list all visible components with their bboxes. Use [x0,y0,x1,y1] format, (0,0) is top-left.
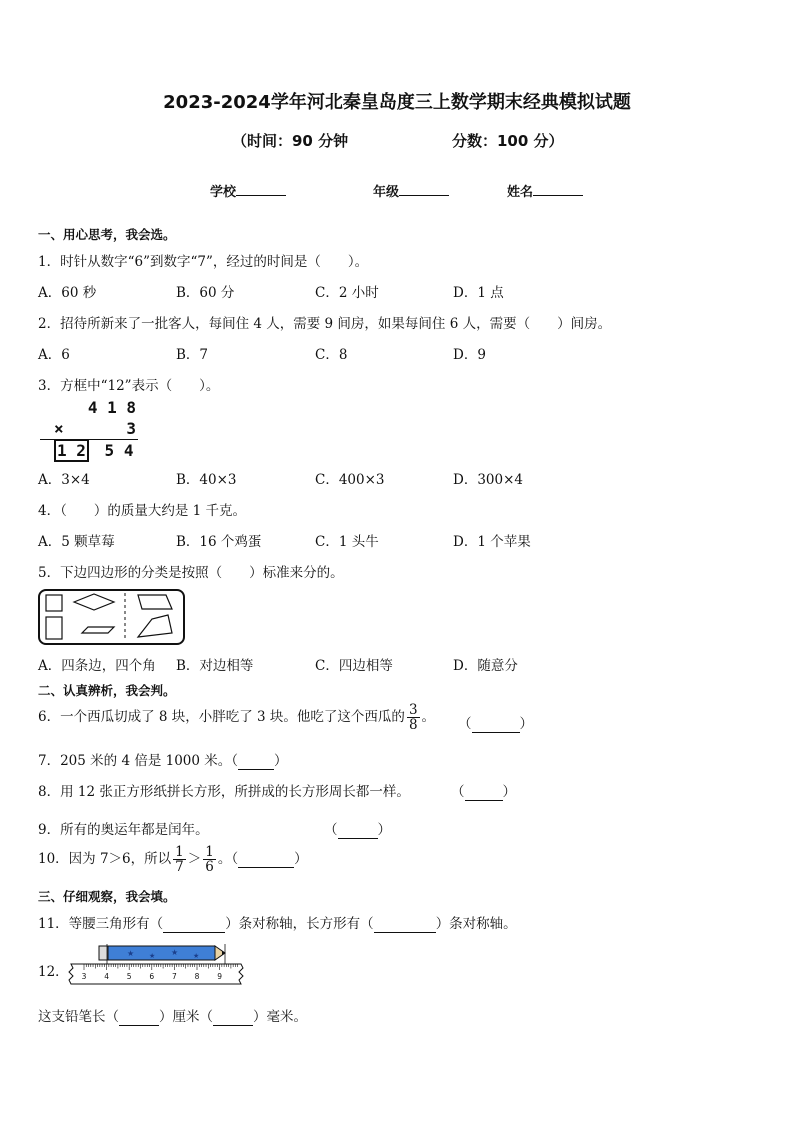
ruler-label: 3 [81,972,87,981]
parallelogram-shape [82,627,114,633]
q1-option-b[interactable]: B．60 分 [176,285,235,301]
q11-blank-2[interactable] [374,916,436,933]
ruler-label: 7 [172,972,177,981]
paren-open: （ [231,753,239,769]
q10-fraction-2 [203,845,216,874]
quadrilateral-figure [38,589,185,645]
q12-end: ）毫米。 [253,1009,307,1025]
q11-text: 11．等腰三角形有（ [38,916,164,932]
question-12 [38,1005,307,1026]
ruler-label: 6 [149,972,155,981]
paren-open: （ [324,822,338,838]
paren-close: ） [502,784,516,800]
rhombus-shape [74,594,114,610]
pencil-star-icon: ★ [171,948,179,957]
q12-blank-1[interactable] [119,1009,159,1026]
q10-numerator-1: 1 [175,844,184,860]
question-11 [38,912,517,933]
page-title: 2023-2024学年河北秦皇岛度三上数学期末经典模拟试题 [163,92,631,113]
q6-end: 。 [421,709,436,726]
question-4: 4．（ ）的质量大约是 1 千克。 [38,503,247,519]
q3-option-b[interactable]: B．40×3 [176,472,237,488]
school-field [210,181,286,200]
q10-denominator-1: 7 [175,859,184,876]
paren-close: ） [294,851,308,868]
q2-option-b[interactable]: B．7 [176,347,209,363]
paren-close: ） [519,716,533,732]
question-1: 1．时针从数字“6”到数字“7”，经过的时间是（ ）。 [38,254,369,270]
q11-blank-1[interactable] [163,916,225,933]
question-7 [38,749,288,770]
q12-blank-2[interactable] [213,1009,253,1026]
grade-field [373,181,449,200]
q6-text: 6．一个西瓜切成了 8 块，小胖吃了 3 块。他吃了这个西瓜的 [38,709,405,726]
name-field [507,181,583,200]
q3-option-d[interactable]: D．300×4 [453,472,523,488]
ruler-pencil-figure [67,942,245,988]
q4-option-c[interactable]: C．1 头牛 [315,534,379,550]
ruler-label: 4 [104,972,109,981]
section-3-heading: 三、仔细观察，我会填。 [38,889,176,904]
q3-option-a[interactable]: A．3×4 [38,472,90,488]
question-3: 3．方框中“12”表示（ ）。 [38,378,220,394]
pencil-star-icon: ★ [127,949,135,958]
q4-option-a[interactable]: A．5 颗草莓 [38,534,115,550]
question-12-label: 12． [38,964,69,980]
q2-option-a[interactable]: A．6 [38,347,70,363]
q8-answer [451,780,516,801]
q1-option-c[interactable]: C．2 小时 [315,285,379,301]
trapezoid-shape [138,595,172,609]
ruler-label: 9 [217,972,222,981]
question-10 [38,845,308,874]
exam-time: （时间：90 分钟 [232,132,349,150]
q12-text: 这支铅笔长（ [38,1009,119,1025]
q10-gt: ＞ [187,851,202,868]
q6-fraction [407,703,420,732]
q5-option-a[interactable]: A．四条边，四个角 [38,658,156,674]
name-label: 姓名 [507,185,534,200]
irregular-quad-shape [138,615,172,637]
mult-rest-digits: 5 4 [104,441,134,460]
square-shape [46,595,62,611]
grade-label: 年级 [373,185,400,200]
q10-text: 10．因为 7＞6，所以 [38,851,172,868]
q10-answer-blank[interactable] [238,851,294,868]
q6-denominator: 8 [408,717,418,734]
question-8: 8．用 12 张正方形纸拼长方形，所拼成的长方形周长都一样。 [38,784,410,800]
ruler-label: 8 [194,972,200,981]
exam-score: 分数：100 分） [452,132,564,150]
q10-numerator-2: 1 [205,844,214,860]
paren-open: （ [231,851,239,868]
q7-answer-blank[interactable] [238,753,274,770]
q11-end: ）条对称轴。 [435,916,517,932]
rectangle-shape [46,617,62,639]
q4-option-d[interactable]: D．1 个苹果 [453,534,531,550]
mult-result [54,441,133,460]
multiplication-figure [40,398,140,460]
q2-option-d[interactable]: D．9 [453,347,486,363]
q6-answer [458,712,533,733]
mult-top-number: 4 1 8 [87,398,136,417]
question-6 [38,703,435,732]
q4-option-b[interactable]: B．16 个鸡蛋 [176,534,262,550]
pencil-star-icon: ★ [149,952,156,960]
q5-option-c[interactable]: C．四边相等 [315,658,393,674]
mult-second-row [40,419,136,438]
q9-answer [324,818,391,839]
q10-denominator-2: 6 [205,859,214,876]
section-2-heading: 二、认真辨析，我会判。 [38,683,176,698]
q1-option-d[interactable]: D．1 点 [453,285,504,301]
name-blank[interactable] [533,183,583,196]
q11-mid: ）条对称轴，长方形有（ [225,916,374,932]
q6-answer-blank[interactable] [472,716,520,733]
q8-answer-blank[interactable] [465,784,503,801]
q1-option-a[interactable]: A．60 秒 [38,285,97,301]
question-9: 9．所有的奥运年都是闰年。 [38,822,209,838]
paren-open: （ [458,716,472,732]
mult-boxed-digits: 1 2 [54,439,89,462]
q12-mid: ）厘米（ [159,1009,213,1025]
ruler-label: 5 [126,972,132,981]
question-2: 2．招待所新来了一批客人，每间住 4 人，需要 9 间房，如果每间住 6 人，需要（ ）间房。 [38,316,612,332]
mult-operator: × [54,419,64,438]
mult-bottom-number: 3 [126,419,136,438]
section-1-heading: 一、用心思考，我会选。 [38,227,176,242]
q9-answer-blank[interactable] [338,822,378,839]
q10-fraction-1 [173,845,186,874]
q3-option-c[interactable]: C．400×3 [315,472,385,488]
school-label: 学校 [210,185,237,200]
q6-numerator: 3 [408,702,418,718]
q10-end: 。 [217,851,232,868]
paren-open: （ [451,784,465,800]
question-5: 5．下边四边形的分类是按照（ ）标准来分的。 [38,565,344,581]
school-blank[interactable] [236,183,286,196]
paren-close: ） [377,822,391,838]
q7-text: 7．205 米的 4 倍是 1000 米。 [38,753,232,769]
pencil-star-icon: ★ [193,952,200,960]
grade-blank[interactable] [399,183,449,196]
q5-option-d[interactable]: D．随意分 [453,658,518,674]
q5-option-b[interactable]: B．对边相等 [176,658,254,674]
q2-option-c[interactable]: C．8 [315,347,348,363]
paren-close: ） [274,753,288,769]
